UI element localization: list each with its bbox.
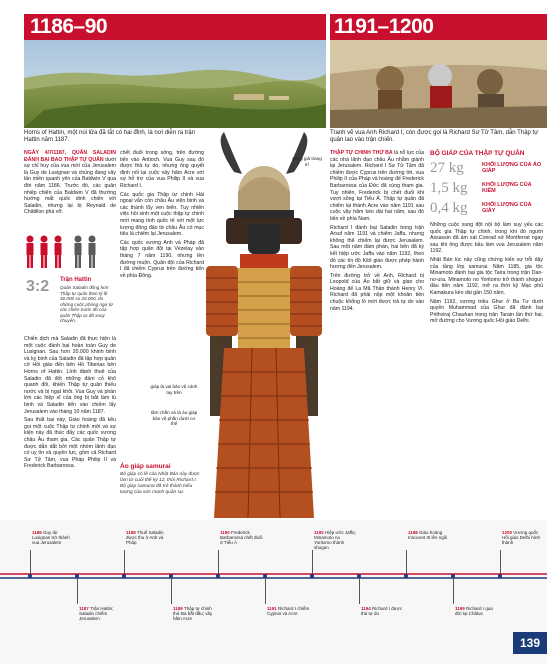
header-year-right: 1191–1200 [334, 15, 434, 38]
photo-horns-of-hattin [24, 40, 326, 128]
ratio-title: Trận Hattin [60, 277, 92, 283]
timeline-year: 1186 [32, 530, 44, 535]
col3-paragraph-1: là nỗ lực của các nhà lãnh đạo châu Âu nhằm giành lại Jerusalem. Richard I Sư Tử Tâm đã chiếm được Cyprus trên đường tới, vua Philip II của Pháp và hoàng đế Frederick Barbarossa của Đức đã cùng tham gia. Tuy nhiên, Frederick bị chết đuối khi vượt sông tại Tiểu Á. Thập tự quân đã chiếm lại thành Acre vào năm 1191 sau cuộc vây hãm kéo dài hai năm, sau đó tiến về phía Nam. [330, 150, 424, 222]
timeline-year: 1189 [173, 606, 185, 611]
col4-paragraph-1: Những cuộc xung đột nội bộ làm suy yếu các quốc gia Thập tự chinh, trong khi đó người Assassin đã ám sát Conrad xứ Montferrat ngay sau khi ông được bầu làm vua Jerusalem năm 1192. [430, 222, 543, 255]
column-3 [330, 150, 424, 314]
label-armor-bottom: tấm chắn và tà áo giáp bảo vệ phần dưới cơ thể [150, 410, 198, 426]
stat-sword-value: 1,5 kg [430, 180, 468, 196]
col2-paragraph-3: Các quốc vương Anh và Pháp đã tập hợp quân đội tại Vézelay vào tháng 7 năm 1190, nhưng lên đường muộn. Quân đội của Richard I đã chiếm Cyprus trên đường tiến về phía Đông. [120, 239, 204, 279]
timeline-year: 1198 [408, 530, 420, 535]
timeline-text: Trận Hattin; Saladin chiếm Jerusalem [79, 606, 114, 621]
samurai-box-desc: Bộ giáp có lẽ của Nhật Bản này được làm từ cuối thế kỷ 12, thời Richard I. Bộ giáp samurai đã trở thành biểu tượng của sức mạnh quân sự. [120, 472, 200, 495]
stat-armor-value: 27 kg [430, 160, 464, 176]
caption-left-photo: Horns of Hattin, một núi lửa đã tắt có hai đỉnh, là nơi diễn ra trận Hattin năm 1187. [24, 130, 196, 143]
caption-right-photo: Tranh vẽ vua Anh Richard I, còn được gọi là Richard Sư Tử Tâm, dẫn Thập tự quân lao vào trận chiến. [330, 130, 539, 143]
timeline-year: 1200 [502, 530, 514, 535]
ratio-desc: Quân Saladin đông hơn Thập tự quân theo tỷ lệ 30.000 so 20.000, do những cuộc phòng ngự từ các chiến trước đó của quân Thập tự đã xoay chuyển. [60, 285, 113, 323]
timeline-item [408, 530, 452, 540]
timeline-connector [359, 578, 360, 604]
timeline-text: Thập tự chinh thứ Ba bắt đầu; vây hãm Acre [173, 606, 213, 621]
timeline-text: Richard I được thả tự do [361, 606, 402, 616]
column-1 [24, 150, 116, 218]
stat-boots-label: KHỐI LƯỢNG CỦA GIÀY [482, 202, 532, 214]
timeline-item [267, 606, 311, 616]
timeline-text: Vương quốc Hồi giáo Delhi hình thành [502, 530, 541, 545]
timeline-connector [171, 578, 172, 604]
timeline-year: 1187 [79, 606, 91, 611]
timeline-item [32, 530, 76, 545]
timeline-dot [357, 574, 361, 578]
stat-boots-value: 0,4 kg [430, 200, 468, 216]
timeline-year: 1199 [455, 606, 467, 611]
timeline-dot [263, 574, 267, 578]
samurai-armor-illustration [204, 132, 324, 518]
page-number: 139 [513, 632, 547, 654]
timeline-text: Thuế Saladin được thu ở Anh và Pháp [126, 530, 164, 545]
col4-paragraph-3: Năm 1192, vương triều Ghur ở Ba Tư dưới quyền Muhammad của Ghur đã đánh bại Prithviraj Chauhan trong trận Tarain lần thứ hai, mở đường cho Vương quốc Hồi giáo Delhi. [430, 298, 543, 325]
col1-lead: NGÀY 4/7/1187, QUÂN SALADIN ĐÁNH BẠI BAO THẬP TỰ QUÂN [24, 150, 116, 163]
timeline-dot [216, 574, 220, 578]
timeline-connector [312, 550, 313, 574]
timeline-item [455, 606, 499, 616]
timeline-connector [453, 578, 454, 604]
timeline-item [126, 530, 170, 545]
col2-paragraph-1: chết đuối trong sông, trên đường tiến vào Antioch. Vua Guy sau đó được thả tự do, nhưng ông quyết định nối lại cuộc vây hãm Acre với sự hỗ trợ của vua Philip II và vua Richard I. [120, 150, 204, 189]
timeline-year: 1191 [267, 606, 279, 611]
timeline-text: Hiệp ước Jaffa; Minamoto no Yoritomo thành shogun [314, 530, 356, 550]
col1-paragraph-3: Sau thất bại này, Giáo hoàng đã kêu gọi một cuộc Thập tự chinh mới và sự kiện này đã thúc đẩy các quốc vương châu Âu tham gia. Các quân Thập tự được dẫn dắt bởi một nhóm lãnh đạo có uy tín và quyền lực, gồm cả Richard Sư Tử Tâm, vua Pháp Philip II và Frederick Barbarossa. [24, 417, 116, 470]
header-year-left: 1186–90 [30, 15, 108, 38]
timeline-dot [75, 574, 79, 578]
timeline-connector [77, 578, 78, 604]
col1-paragraph-1: dưới sự chỉ huy của vua mới của Jerusalem là Guy de Lusignan và chúng đang vây lấn miền quanh yên của Baldwin V qua đời năm 1186. Trước đó, các quân nhiệp chiến của Baldwin V đã thường hướng mất quốc dinh chiến với Saladin, nhưng lại bị Reynald de Châtillon phá vỡ. [24, 156, 116, 216]
col3-paragraph-2: Richard I đánh bại Saladin trong trận Arsuf năm 1191 và chiếm Jaffa, nhưng không thể chiếm lại được Jerusalem. Sau một năm đàm phán, hai bên đã ký kết hiệp ước Jaffa vào năm 1192, theo đó các tín đồ Kitô giáo được phép hành hương đến Jerusalem. [330, 224, 424, 271]
timeline-text: Richard I chiếm Cyprus và Acre [267, 606, 310, 616]
col3-lead: THẬP TỰ CHINH THỨ BA [330, 150, 393, 156]
stat-armor-label: KHỐI LƯỢNG CỦA ÁO GIÁP [482, 162, 542, 174]
column-4 [430, 222, 543, 327]
timeline-year: 1194 [361, 606, 373, 611]
timeline-item [173, 606, 217, 621]
timeline-dot [310, 574, 314, 578]
timeline-dot [28, 574, 32, 578]
col1-paragraph-2: Chiến dịch mà Saladin đã thực hiện là một cuộc đánh bại hoàn toàn Guy de Lusignan. Sau hơn 20.000 khinh binh và kỵ binh của Saladin đã tập hợp quân cờ Hồi giáo đến bên Hồ Tiberias bên Horns of Hattin. Lính đánh thuê của Saladin đã đốt những đám cỏ khô quanh đồi, khiến Thập tự quân thiếu nước và bị ngạt khói. Vua Guy và phần lớn các hiệp sĩ của ông bị bắt làm tù binh và Saladin tiến vào chiếm lấy Jerusalem vào tháng 10 năm 1187. [24, 336, 116, 415]
timeline-connector [406, 550, 407, 574]
photo-richard-battle [330, 40, 547, 128]
samurai-box-title: Áo giáp samurai [120, 463, 171, 470]
timeline-connector [218, 550, 219, 574]
timeline-item [502, 530, 546, 545]
timeline-item [314, 530, 358, 550]
timeline-year: 1188 [126, 530, 138, 535]
timeline-graphic [0, 520, 547, 664]
column-2 [120, 150, 204, 281]
soldier-ratio-graphic [24, 234, 116, 270]
timeline-year: 1192 [314, 530, 326, 535]
timeline-connector [500, 550, 501, 574]
col4-title: BỘ GIÁP CỦA THẬP TỰ QUÂN [430, 150, 525, 157]
timeline-item [79, 606, 123, 621]
timeline-dot [169, 574, 173, 578]
timeline-dot [451, 574, 455, 578]
label-horn: sừng giả trang trí [292, 156, 322, 167]
column-1-bottom [24, 336, 116, 472]
timeline-dot [122, 574, 126, 578]
timeline-year: 1190 [220, 530, 232, 535]
timeline [0, 520, 547, 664]
col4-paragraph-2: Nhật Bản lúc này cũng chứng kiến sự trỗi dậy của tầng lớp samurai. Năm 1185, gia tộc Minamoto đánh bại gia tộc Taira trong trận Dan-no-ura. Minamoto no Yoritomo trở thành shogun đầu tiên năm 1192, mở ra thời kỳ Mạc phủ Kamakura kéo dài gần 150 năm. [430, 256, 543, 296]
timeline-connector [124, 550, 125, 574]
timeline-dot [498, 574, 502, 578]
timeline-item [361, 606, 405, 616]
timeline-connector [265, 578, 266, 604]
timeline-dot [404, 574, 408, 578]
col2-paragraph-2: Các quốc gia Thập tự chinh Hải ngoại vẫn còn châu Âu viện binh và các thành lũy ven biển. Tuy nhiên việc hồi sinh một cuộc thập tự chinh mới mang tính quốc tế với một lực lượng đông đảo từ châu Âu có mục tiêu là chiếm lại Jerusalem. [120, 191, 204, 238]
col3-paragraph-3: Trên đường trở về Anh, Richard bị Leopold của Áo bắt giữ và giao cho Hoàng đế La Mã Thần thánh Henry VI. Richard đã phải nộp một khoản tiền chuộc khổng lồ mới được trả tự do vào năm 1194. [330, 272, 424, 312]
timeline-text: Richard I qua đời tại Châlus [455, 606, 493, 616]
timeline-text: Frederick Barbarossa chết đuối ở Tiểu Á [220, 530, 263, 545]
timeline-connector [30, 550, 31, 574]
timeline-text: Giáo hoàng Innocent III lên ngôi [408, 530, 448, 540]
ratio-number: 3:2 [26, 278, 50, 295]
timeline-item [220, 530, 264, 545]
label-armor-top: giáp lá vai bảo vệ cánh tay trên [150, 384, 198, 395]
stat-sword-label: KHỐI LƯỢNG CỦA KIẾM [482, 182, 532, 194]
timeline-text: Guy de Lusignan trở thành vua Jerusalem [32, 530, 70, 545]
